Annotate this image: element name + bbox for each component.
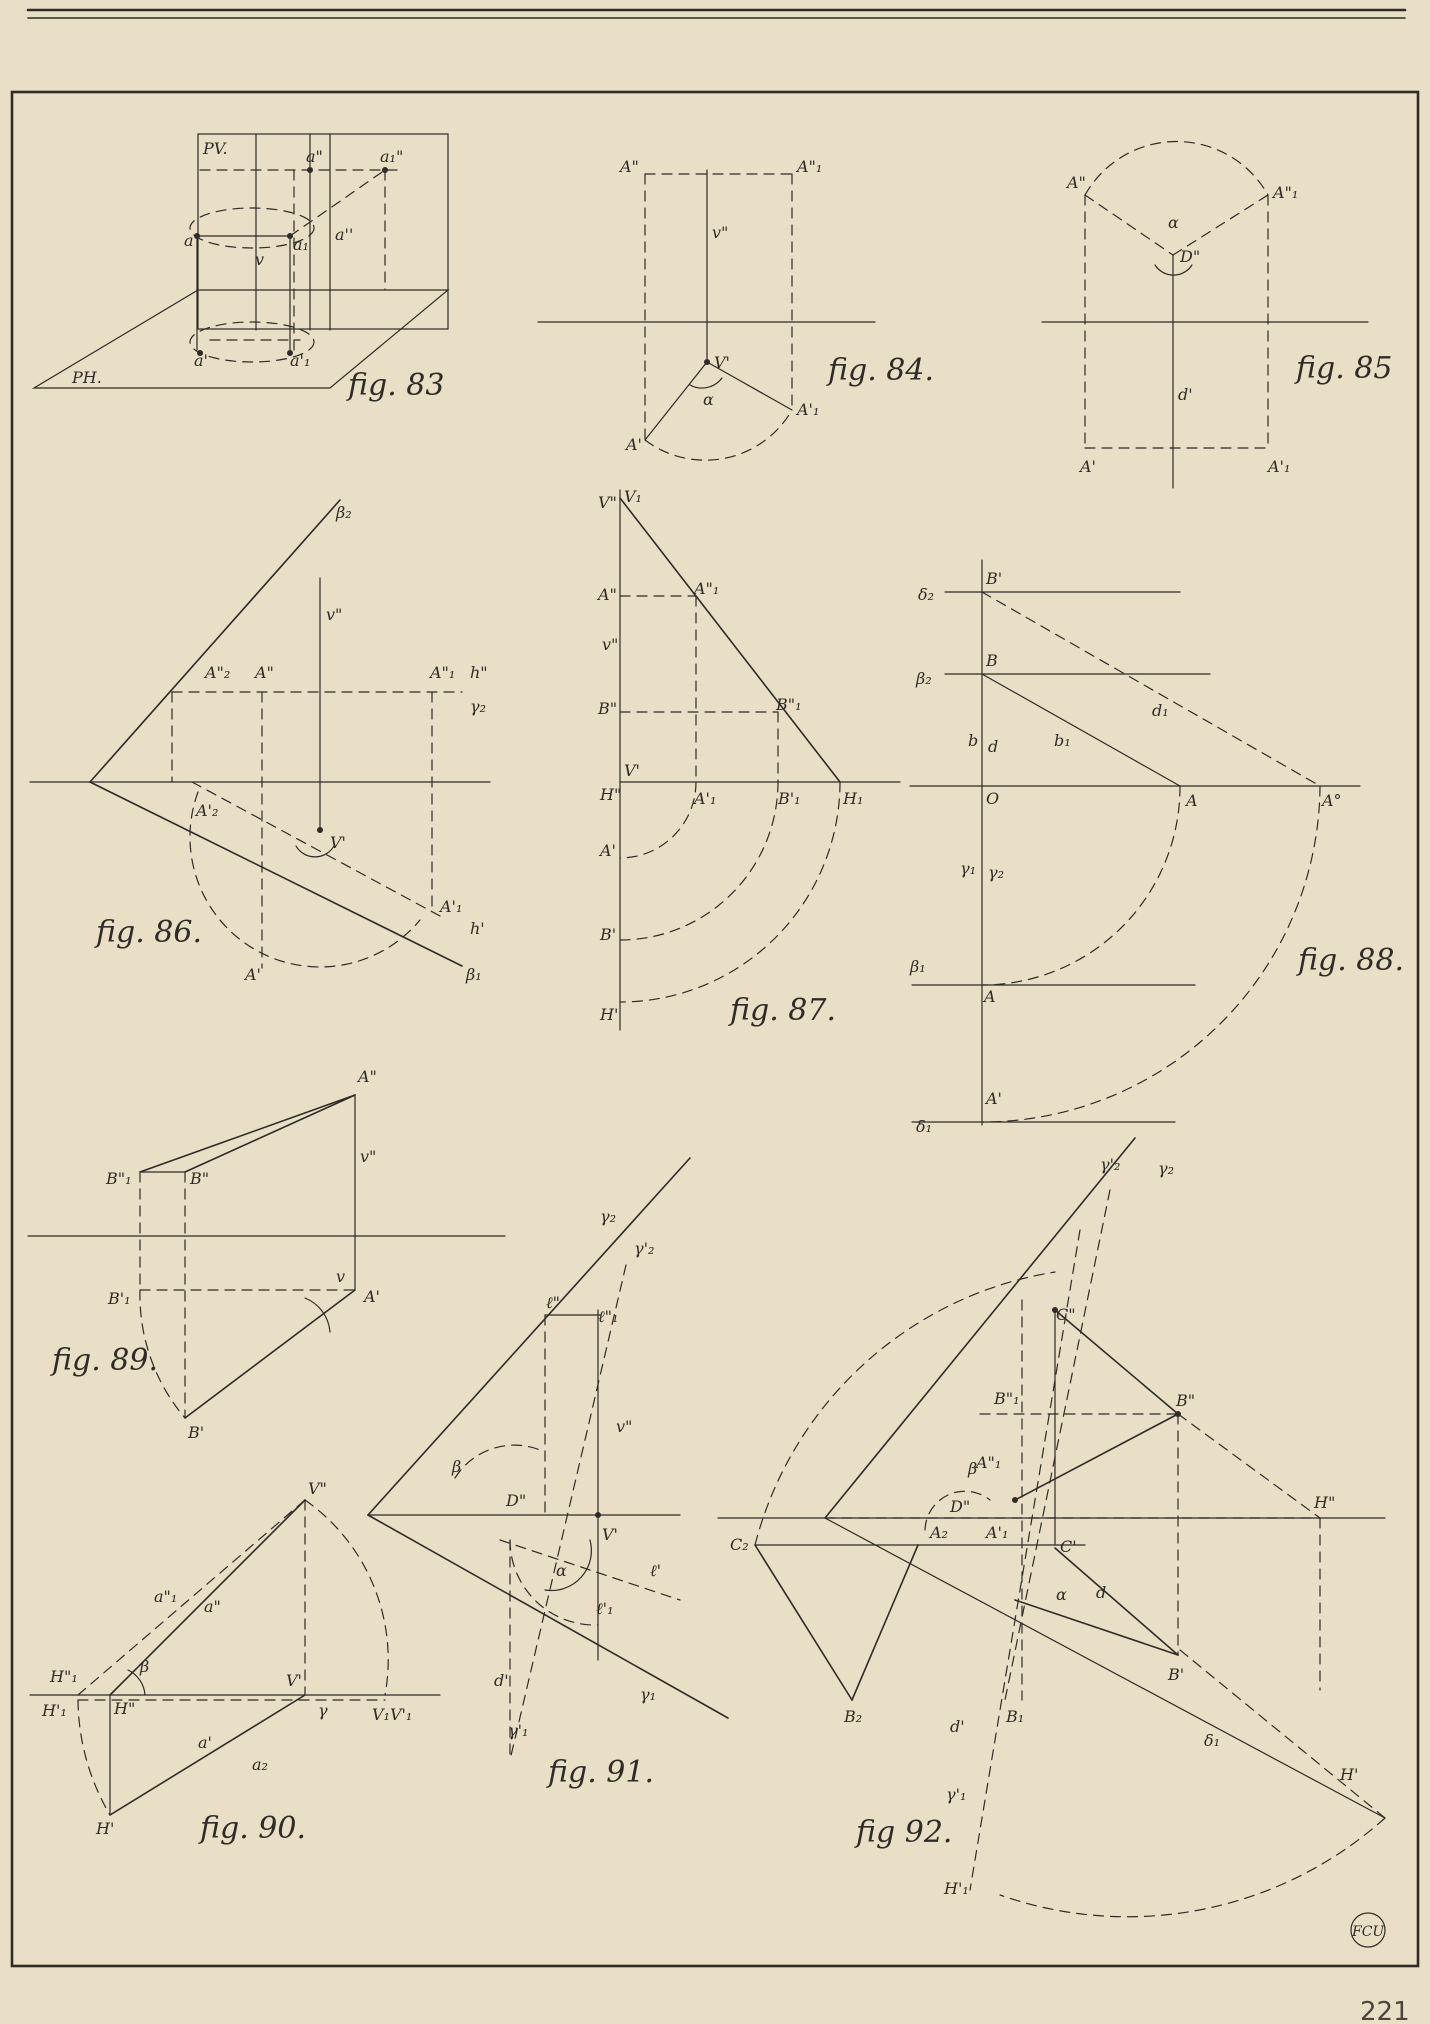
caption-fig-86: fig. 86. bbox=[96, 915, 202, 950]
svg-text:H": H" bbox=[600, 785, 622, 804]
svg-text:B": B" bbox=[190, 1169, 210, 1188]
svg-text:d: d bbox=[1096, 1583, 1107, 1602]
svg-text:H': H' bbox=[600, 1005, 619, 1024]
caption-fig-85: fig. 85 bbox=[1296, 351, 1393, 386]
svg-text:d': d' bbox=[1178, 385, 1193, 404]
svg-text:D": D" bbox=[950, 1497, 971, 1516]
svg-text:C': C' bbox=[1060, 1537, 1077, 1556]
svg-text:γ₂: γ₂ bbox=[470, 697, 486, 716]
header-rule bbox=[28, 10, 1405, 18]
svg-text:γ₂: γ₂ bbox=[1158, 1159, 1174, 1178]
svg-text:α: α bbox=[703, 390, 714, 409]
svg-text:B': B' bbox=[1168, 1665, 1185, 1684]
svg-text:ℓ': ℓ' bbox=[650, 1561, 662, 1580]
svg-text:A': A' bbox=[245, 965, 261, 984]
svg-text:H": H" bbox=[114, 1699, 136, 1718]
svg-text:V₁V'₁: V₁V'₁ bbox=[372, 1705, 413, 1724]
svg-text:γ'₁: γ'₁ bbox=[508, 1721, 529, 1740]
svg-text:h': h' bbox=[470, 919, 485, 938]
svg-text:A'₁: A'₁ bbox=[694, 789, 717, 808]
svg-text:A': A' bbox=[364, 1287, 380, 1306]
svg-text:A": A" bbox=[620, 157, 639, 176]
svg-text:V': V' bbox=[330, 833, 346, 852]
svg-text:v": v" bbox=[616, 1417, 633, 1436]
svg-text:β: β bbox=[452, 1457, 462, 1476]
svg-text:a: a bbox=[184, 231, 194, 250]
figure-92 bbox=[718, 1138, 1385, 1917]
caption-fig-89: fig. 89. bbox=[52, 1343, 158, 1378]
svg-text:γ₁: γ₁ bbox=[640, 1685, 656, 1704]
svg-text:a'': a'' bbox=[335, 225, 354, 244]
svg-text:B': B' bbox=[986, 569, 1003, 588]
label-ph: PH. bbox=[72, 368, 102, 387]
plate-frame bbox=[12, 92, 1418, 1966]
svg-text:a': a' bbox=[198, 1733, 212, 1752]
svg-text:β₁: β₁ bbox=[910, 957, 926, 976]
svg-text:A"₁: A"₁ bbox=[694, 579, 720, 598]
caption-fig-88: fig. 88. bbox=[1298, 943, 1404, 978]
svg-text:d': d' bbox=[494, 1671, 509, 1690]
figure-84 bbox=[538, 157, 934, 460]
svg-text:A': A' bbox=[1080, 457, 1096, 476]
svg-text:V₁: V₁ bbox=[624, 487, 642, 506]
svg-text:V': V' bbox=[286, 1671, 302, 1690]
svg-text:a₁: a₁ bbox=[293, 235, 309, 254]
svg-text:δ₂: δ₂ bbox=[918, 585, 935, 604]
figure-85 bbox=[1042, 142, 1392, 488]
caption-fig-90: fig. 90. bbox=[200, 1811, 306, 1846]
svg-text:γ'₂: γ'₂ bbox=[634, 1239, 655, 1258]
svg-text:A"₁: A"₁ bbox=[976, 1453, 1002, 1472]
svg-text:V': V' bbox=[714, 353, 730, 372]
svg-text:b: b bbox=[968, 731, 979, 750]
svg-text:v": v" bbox=[712, 223, 729, 242]
svg-text:B'₁: B'₁ bbox=[778, 789, 801, 808]
svg-text:H": H" bbox=[1314, 1493, 1336, 1512]
svg-text:a₁": a₁" bbox=[380, 147, 404, 166]
svg-text:d₁: d₁ bbox=[1152, 701, 1169, 720]
svg-text:α: α bbox=[1056, 1585, 1067, 1604]
svg-text:H': H' bbox=[1340, 1765, 1359, 1784]
caption-fig-84: fig. 84. bbox=[828, 353, 934, 388]
svg-text:a": a" bbox=[306, 147, 323, 166]
svg-text:B': B' bbox=[600, 925, 617, 944]
svg-text:A: A bbox=[1186, 791, 1198, 810]
svg-text:ℓ": ℓ" bbox=[546, 1293, 561, 1312]
svg-text:δ₁: δ₁ bbox=[916, 1117, 933, 1136]
svg-text:A": A" bbox=[255, 663, 274, 682]
figure-87 bbox=[596, 487, 900, 1030]
svg-text:γ₂: γ₂ bbox=[600, 1207, 616, 1226]
svg-text:C₂: C₂ bbox=[730, 1535, 749, 1554]
monogram-text: FCU bbox=[1352, 1924, 1385, 1940]
svg-text:D": D" bbox=[1180, 247, 1201, 266]
svg-text:H'₁: H'₁ bbox=[42, 1701, 67, 1720]
svg-text:C": C" bbox=[1056, 1305, 1076, 1324]
svg-text:B: B bbox=[986, 651, 998, 670]
svg-text:v": v" bbox=[360, 1147, 377, 1166]
svg-text:γ₂: γ₂ bbox=[988, 863, 1004, 882]
svg-text:B': B' bbox=[188, 1423, 205, 1442]
svg-text:A"₁: A"₁ bbox=[430, 663, 456, 682]
svg-text:h": h" bbox=[470, 663, 488, 682]
svg-text:A": A" bbox=[358, 1067, 377, 1086]
svg-text:ℓ"₁: ℓ"₁ bbox=[598, 1307, 619, 1326]
svg-text:A'₁: A'₁ bbox=[797, 400, 820, 419]
svg-text:β: β bbox=[140, 1657, 150, 1676]
svg-text:A"₁: A"₁ bbox=[1273, 183, 1299, 202]
figure-88 bbox=[909, 560, 1404, 1136]
svg-text:A'₁: A'₁ bbox=[986, 1523, 1009, 1542]
svg-text:A': A' bbox=[626, 435, 642, 454]
svg-text:B"₁: B"₁ bbox=[776, 695, 802, 714]
figure-83 bbox=[34, 134, 448, 403]
svg-text:V": V" bbox=[598, 493, 617, 512]
svg-text:β₂: β₂ bbox=[916, 669, 932, 688]
svg-text:A": A" bbox=[598, 585, 617, 604]
caption-fig-92: fig 92. bbox=[856, 1815, 953, 1850]
svg-text:A₂: A₂ bbox=[930, 1523, 948, 1542]
label-pv: PV. bbox=[203, 139, 228, 158]
caption-fig-87: fig. 87. bbox=[730, 993, 836, 1028]
caption-fig-91: fig. 91. bbox=[548, 1755, 654, 1790]
svg-text:V': V' bbox=[624, 761, 640, 780]
svg-text:a': a' bbox=[194, 351, 208, 370]
svg-text:d: d bbox=[988, 737, 999, 756]
svg-text:B'₁: B'₁ bbox=[108, 1289, 131, 1308]
svg-text:H"₁: H"₁ bbox=[50, 1667, 78, 1686]
svg-text:v: v bbox=[336, 1267, 346, 1286]
svg-text:β₁: β₁ bbox=[466, 965, 482, 984]
svg-text:γ'₂: γ'₂ bbox=[1100, 1155, 1121, 1174]
svg-text:B"₁: B"₁ bbox=[106, 1169, 132, 1188]
svg-text:γ: γ bbox=[318, 1701, 328, 1720]
svg-text:d': d' bbox=[950, 1717, 965, 1736]
svg-text:D": D" bbox=[506, 1491, 527, 1510]
svg-text:γ'₁: γ'₁ bbox=[946, 1785, 967, 1804]
svg-text:b₁: b₁ bbox=[1054, 731, 1071, 750]
svg-text:B₁: B₁ bbox=[1006, 1707, 1025, 1726]
monogram-seal bbox=[1351, 1913, 1385, 1947]
svg-text:v": v" bbox=[602, 635, 619, 654]
svg-text:β₂: β₂ bbox=[336, 503, 352, 522]
svg-text:A'₁: A'₁ bbox=[440, 897, 463, 916]
svg-text:B": B" bbox=[1176, 1391, 1196, 1410]
page-number: 221 bbox=[1360, 1997, 1410, 2024]
figure-86 bbox=[30, 500, 490, 984]
svg-text:a₂: a₂ bbox=[252, 1755, 268, 1774]
svg-text:A': A' bbox=[600, 841, 616, 860]
svg-text:A°: A° bbox=[1322, 791, 1342, 810]
figure-89 bbox=[28, 1067, 505, 1442]
svg-text:A'₂: A'₂ bbox=[196, 801, 219, 820]
svg-text:ℓ'₁: ℓ'₁ bbox=[596, 1599, 614, 1618]
svg-text:V': V' bbox=[602, 1525, 618, 1544]
svg-text:β: β bbox=[968, 1459, 978, 1478]
svg-text:δ₁: δ₁ bbox=[1204, 1731, 1221, 1750]
svg-text:B": B" bbox=[598, 699, 618, 718]
svg-text:α: α bbox=[1168, 213, 1179, 232]
svg-text:a'₁: a'₁ bbox=[290, 351, 311, 370]
svg-text:a"₁: a"₁ bbox=[154, 1587, 178, 1606]
svg-text:A'₁: A'₁ bbox=[1268, 457, 1291, 476]
svg-text:H₁: H₁ bbox=[843, 789, 864, 808]
svg-text:v: v bbox=[255, 250, 265, 269]
svg-text:a": a" bbox=[204, 1597, 221, 1616]
svg-text:H': H' bbox=[96, 1819, 115, 1838]
svg-text:A": A" bbox=[1067, 173, 1086, 192]
svg-text:A: A bbox=[984, 987, 996, 1006]
svg-text:H'₁: H'₁ bbox=[944, 1879, 969, 1898]
caption-fig-83: fig. 83 bbox=[348, 368, 445, 403]
svg-text:B"₁: B"₁ bbox=[994, 1389, 1020, 1408]
svg-text:α: α bbox=[556, 1561, 567, 1580]
svg-text:V": V" bbox=[308, 1479, 327, 1498]
svg-text:A"₁: A"₁ bbox=[797, 157, 823, 176]
svg-text:B₂: B₂ bbox=[844, 1707, 863, 1726]
svg-text:v": v" bbox=[326, 605, 343, 624]
svg-text:A"₂: A"₂ bbox=[205, 663, 231, 682]
svg-text:O: O bbox=[986, 789, 1000, 808]
svg-text:A': A' bbox=[986, 1089, 1002, 1108]
svg-text:γ₁: γ₁ bbox=[960, 859, 976, 878]
figure-90 bbox=[30, 1479, 440, 1846]
